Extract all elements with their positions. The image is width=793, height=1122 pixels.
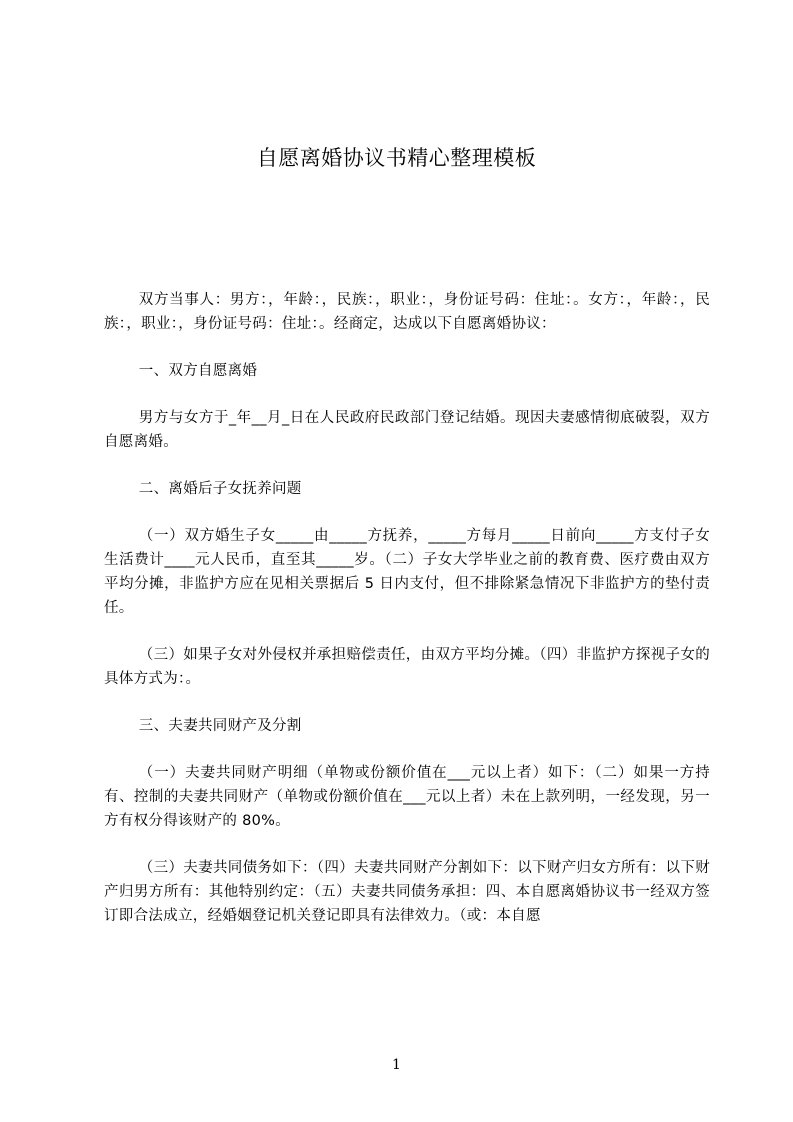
- section-heading-1: 一、双方自愿离婚: [138, 363, 258, 379]
- page-number: 1: [392, 1057, 401, 1073]
- section-3-paragraph-2: （三）夫妻共同债务如下：（四）夫妻共同财产分割如下：以下财产归女方所有：以下财产归男方所有：其他特别约定：（五）夫妻共同债务承担：四、本自愿离婚协议书一经双方签订即合法成立，经婚姻登记机关登记即具有法律效力。（或：本自愿: [104, 860, 710, 924]
- document-body: [104, 288, 710, 951]
- section-heading-2: 二、离婚后子女抚养问题: [138, 481, 302, 497]
- section-2-paragraph-2: （三）如果子女对外侵权并承担赔偿责任，由双方平均分摊。（四）非监护方探视子女的具体方式为：。: [104, 647, 710, 687]
- section-3-paragraph-1: （一）夫妻共同财产明细（单物或份额价值在___元以上者）如下：（二）如果一方持有、控制的夫妻共同财产（单物或份额价值在___元以上者）未在上款列明，一经发现，另一方有权分得该财产的 80%。: [104, 765, 710, 829]
- section-1-paragraph: 男方与女方于_年__月_日在人民政府民政部门登记结婚。现因夫妻感情彻底破裂，双方自愿离婚。: [104, 410, 710, 450]
- section-2-paragraph-1: （一）双方婚生子女_____由_____方抚养，_____方每月_____日前向_____方支付子女生活费计____元人民币，直至其_____岁。（二）子女大学毕业之前的教育费、医疗费由双方平均分摊，非监护方应在见相关票据后 5 日内支付，但不排除紧急情况下非监护方的垫付责任。: [104, 528, 710, 616]
- section-heading-3: 三、夫妻共同财产及分割: [138, 718, 302, 734]
- document-title: 自愿离婚协议书精心整理模板: [256, 146, 537, 170]
- intro-paragraph: 双方当事人：男方：，年龄：，民族：，职业：，身份证号码：住址：。女方：，年龄：，民族：，职业：，身份证号码：住址：。经商定，达成以下自愿离婚协议：: [104, 292, 710, 332]
